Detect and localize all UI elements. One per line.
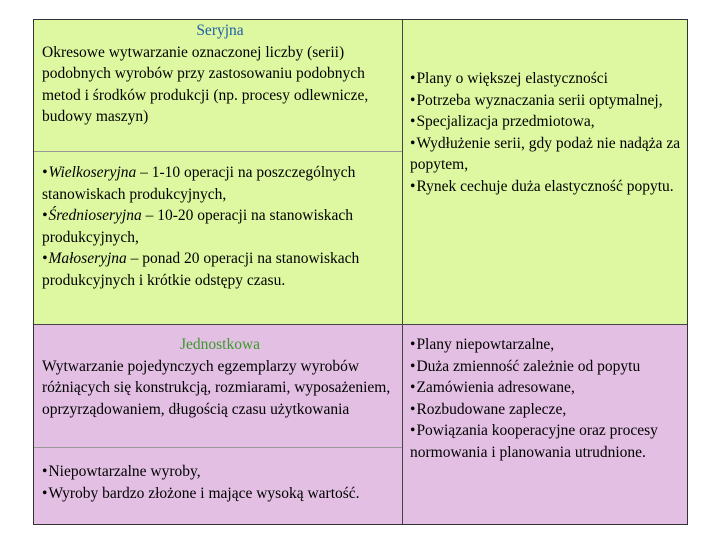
serial-type-item	[42, 205, 398, 248]
serial-feature-item: • Plany o większej elastyczności	[410, 68, 683, 90]
unit-heading: Jednostkowa	[179, 336, 261, 353]
inner-divider-top	[34, 151, 402, 152]
unit-feature-item: • Powiązania kooperacyjne oraz procesy normowania i planowania utrudnione.	[410, 420, 683, 463]
unit-feature-item: • Rozbudowane zaplecze,	[410, 399, 683, 421]
unit-trait-item: • Wyroby bardzo złożone i mające wysoką wartość.	[42, 483, 398, 505]
unit-traits-cell	[34, 447, 402, 524]
serial-definition: Okresowe wytwarzanie oznaczonej liczby (serii) podobnych wyrobów przy zastosowaniu podobnych metod i środków produkcji (np. procesy odlewnicze, budowy maszyn)	[42, 43, 369, 125]
unit-definition: Wytwarzanie pojedynczych egzemplarzy wyrobów różniących się konstrukcją, rozmiarami, wyposażeniem, oprzyrządowaniem, długością czasu użytkowania	[42, 357, 391, 418]
unit-trait-item: • Niepowtarzalne wyroby,	[42, 461, 398, 483]
production-types-table	[33, 19, 688, 525]
serial-heading: Seryjna	[196, 22, 244, 39]
serial-feature-item: • Wydłużenie serii, gdy podaż nie nadąża za popytem,	[410, 133, 683, 176]
serial-type-desc: – ponad 20 operacji na stanowiskach produkcyjnych i krótkie odstępy czasu.	[42, 250, 360, 289]
serial-features-cell	[402, 20, 687, 324]
inner-divider-bottom	[34, 447, 402, 448]
unit-features-cell	[402, 324, 687, 524]
unit-feature-item: • Plany niepowtarzalne,	[410, 334, 683, 356]
row-divider	[34, 324, 687, 325]
unit-definition-cell	[34, 324, 402, 447]
serial-type-desc: – 1-10 operacji na poszczególnych stanowiskach produkcyjnych,	[42, 164, 356, 203]
serial-type-item	[42, 248, 398, 291]
serial-type-term: • Małoseryjna	[42, 250, 127, 267]
unit-feature-item: • Duża zmienność zależnie od popytu	[410, 356, 683, 378]
serial-types-cell	[34, 151, 402, 324]
serial-feature-item: • Potrzeba wyznaczania serii optymalnej,	[410, 90, 683, 112]
serial-feature-item: • Specjalizacja przedmiotowa,	[410, 111, 683, 133]
serial-definition-cell	[34, 20, 402, 151]
column-divider	[402, 20, 403, 524]
serial-feature-item: • Rynek cechuje duża elastyczność popytu.	[410, 176, 683, 198]
unit-feature-item: • Zamówienia adresowane,	[410, 377, 683, 399]
serial-type-term: • Średnioseryjna	[42, 207, 142, 224]
serial-type-item	[42, 162, 398, 205]
serial-type-term: • Wielkoseryjna	[42, 164, 136, 181]
serial-type-desc: – 10-20 operacji na stanowiskach produkcyjnych,	[42, 207, 354, 246]
